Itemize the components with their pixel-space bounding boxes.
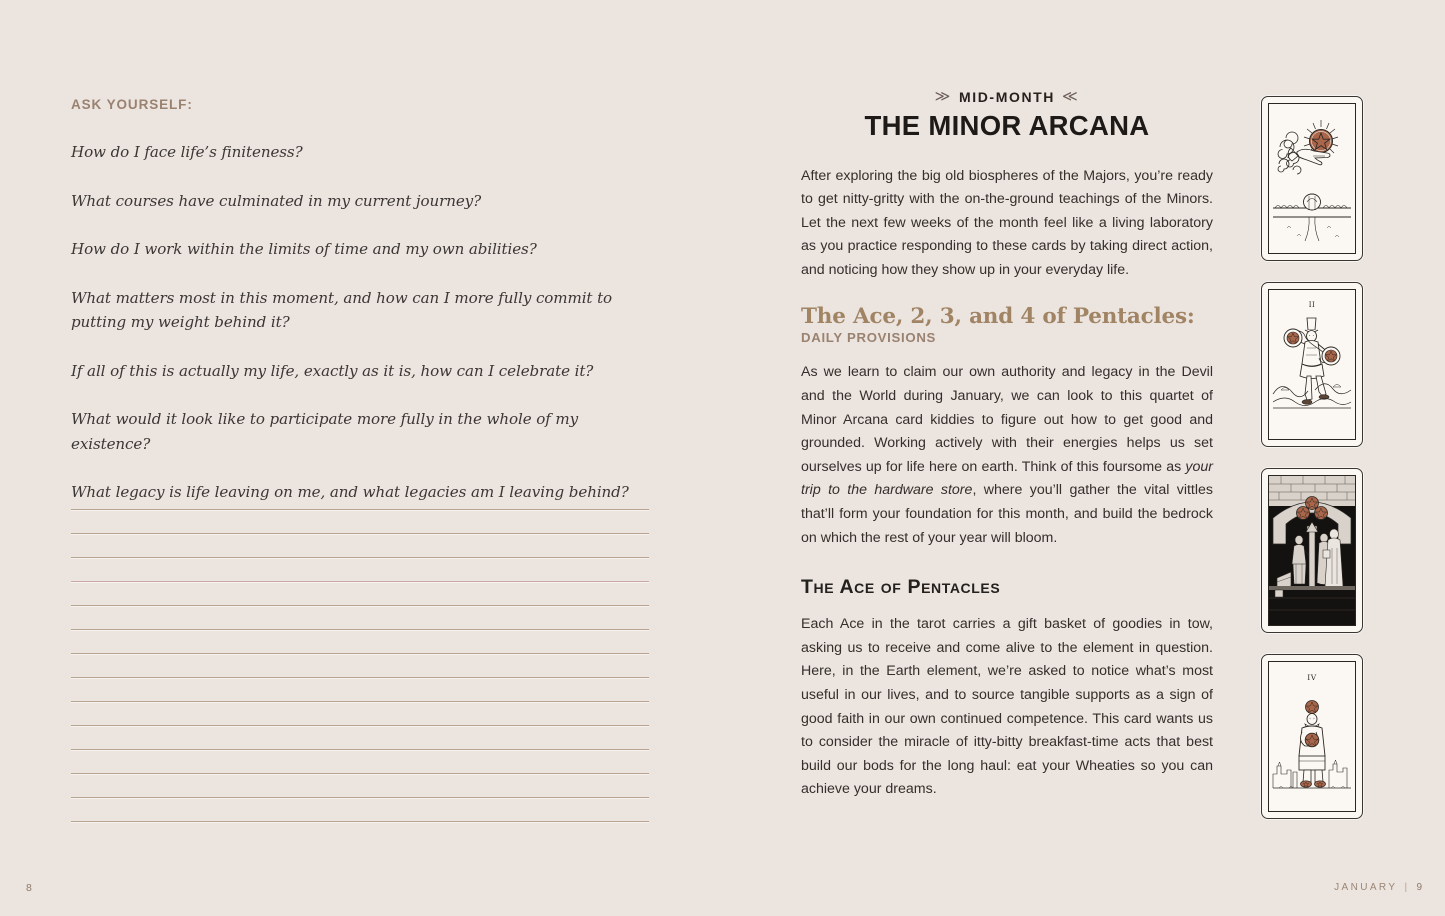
section-paragraph bbox=[801, 361, 1213, 550]
card-heading-ace-of-pentacles: The Ace of Pentacles bbox=[801, 576, 1001, 599]
journal-question: What courses have culminated in my current journey? bbox=[71, 191, 482, 210]
left-page bbox=[0, 0, 722, 916]
footer-separator: | bbox=[1404, 882, 1410, 893]
journal-questions-list bbox=[71, 140, 661, 529]
journal-question: How do I face life’s finiteness? bbox=[71, 143, 303, 161]
footer-month-label: JANUARY bbox=[1334, 882, 1398, 893]
journal-question: How do I work within the limits of time and my own abilities? bbox=[71, 240, 537, 258]
writing-line[interactable] bbox=[71, 749, 649, 750]
mid-month-label: MID-MONTH bbox=[958, 89, 1056, 105]
writing-line[interactable] bbox=[71, 773, 649, 774]
writing-line[interactable] bbox=[71, 509, 649, 510]
mid-month-kicker bbox=[801, 88, 1213, 106]
right-page bbox=[722, 0, 1445, 916]
right-text-column bbox=[801, 88, 1213, 824]
section-subheading: DAILY PROVISIONS bbox=[801, 330, 937, 346]
writing-line[interactable] bbox=[71, 629, 649, 630]
card-art-four-of-pentacles bbox=[1269, 662, 1355, 811]
chevron-left-ornament-icon: ≫ bbox=[934, 88, 952, 105]
writing-line[interactable] bbox=[71, 725, 649, 726]
tarot-card-two-of-pentacles bbox=[1261, 282, 1363, 447]
writing-lines bbox=[71, 509, 649, 845]
chevron-right-ornament-icon: ≪ bbox=[1062, 88, 1080, 105]
tarot-card-four-of-pentacles bbox=[1261, 654, 1363, 819]
intro-paragraph: After exploring the big old biospheres of the Majors, you’re ready to get nitty-gritty with the on-the-ground teachings of the Minors. Let the next few weeks of the month feel like a living laboratory as you practice responding to these cards by taking direct action, and noticing how they show up in your everyday life. bbox=[801, 167, 1213, 279]
page-number-right: 9 bbox=[1416, 882, 1422, 893]
journal-question: What matters most in this moment, and how can I more fully commit to putting my weight behind it? bbox=[71, 288, 613, 331]
writing-line[interactable] bbox=[71, 605, 649, 606]
tarot-card-rail bbox=[1261, 96, 1365, 840]
writing-line[interactable] bbox=[71, 797, 649, 798]
tarot-card-three-of-pentacles bbox=[1261, 468, 1363, 633]
section-heading: The Ace, 2, 3, and 4 of Pentacles: bbox=[801, 303, 1195, 329]
writing-line[interactable] bbox=[71, 701, 649, 702]
card-border bbox=[1268, 475, 1356, 626]
section-paragraph-emphasis: your trip to the hardware store bbox=[801, 458, 1213, 499]
ask-yourself-heading: ASK YOURSELF: bbox=[71, 97, 193, 112]
writing-line[interactable] bbox=[71, 533, 649, 534]
writing-line[interactable] bbox=[71, 677, 649, 678]
card-border bbox=[1268, 661, 1356, 812]
writing-line[interactable] bbox=[71, 653, 649, 654]
journal-question: What would it look like to participate more fully in the whole of my existence? bbox=[71, 410, 579, 453]
writing-line[interactable] bbox=[71, 557, 649, 558]
svg-text:IV: IV bbox=[1307, 673, 1317, 682]
page-title: THE MINOR ARCANA bbox=[864, 110, 1150, 141]
journal-question: If all of this is actually my life, exactly as it is, how can I celebrate it? bbox=[71, 361, 594, 380]
section-paragraph-part2: , where you’ll gather the vital vittles that’ll form your foundation for this month, and build the bedrock on which the rest of your year will bloom. bbox=[801, 482, 1214, 546]
writing-line[interactable] bbox=[71, 821, 649, 822]
section-paragraph-part1: As we learn to claim our own authority and legacy in the Devil and the World during January, we can look to this quartet of Minor Arcana card kiddies to figure out how to get good and grounded. Working actively with their energies helps us set ourselves up for life here on earth. Think of this foursome as bbox=[801, 364, 1213, 475]
svg-text:II: II bbox=[1308, 301, 1316, 309]
card-art-three-of-pentacles bbox=[1269, 476, 1355, 625]
card-border bbox=[1268, 289, 1356, 440]
card-art-two-of-pentacles bbox=[1269, 290, 1355, 439]
tarot-card-ace-of-pentacles bbox=[1261, 96, 1363, 261]
page-footer-right bbox=[1334, 882, 1422, 893]
page-number-left: 8 bbox=[26, 882, 33, 894]
card-paragraph: Each Ace in the tarot carries a gift basket of goodies in tow, asking us to receive and come alive to the element in question. Here, in the Earth element, we’re asked to notice what’s most useful in our lives, and to source tangible supports as a sign of good faith in our own continued competence. This card wants us to consider the miracle of itty-bitty breakfast-time acts that best build our bods for the long haul: eat your Wheaties so you can achieve your dreams. bbox=[801, 616, 1213, 798]
card-art-ace-of-pentacles bbox=[1269, 104, 1355, 253]
card-border bbox=[1268, 103, 1356, 254]
writing-line[interactable] bbox=[71, 581, 649, 582]
journal-question: What legacy is life leaving on me, and what legacies am I leaving behind? bbox=[71, 483, 629, 501]
